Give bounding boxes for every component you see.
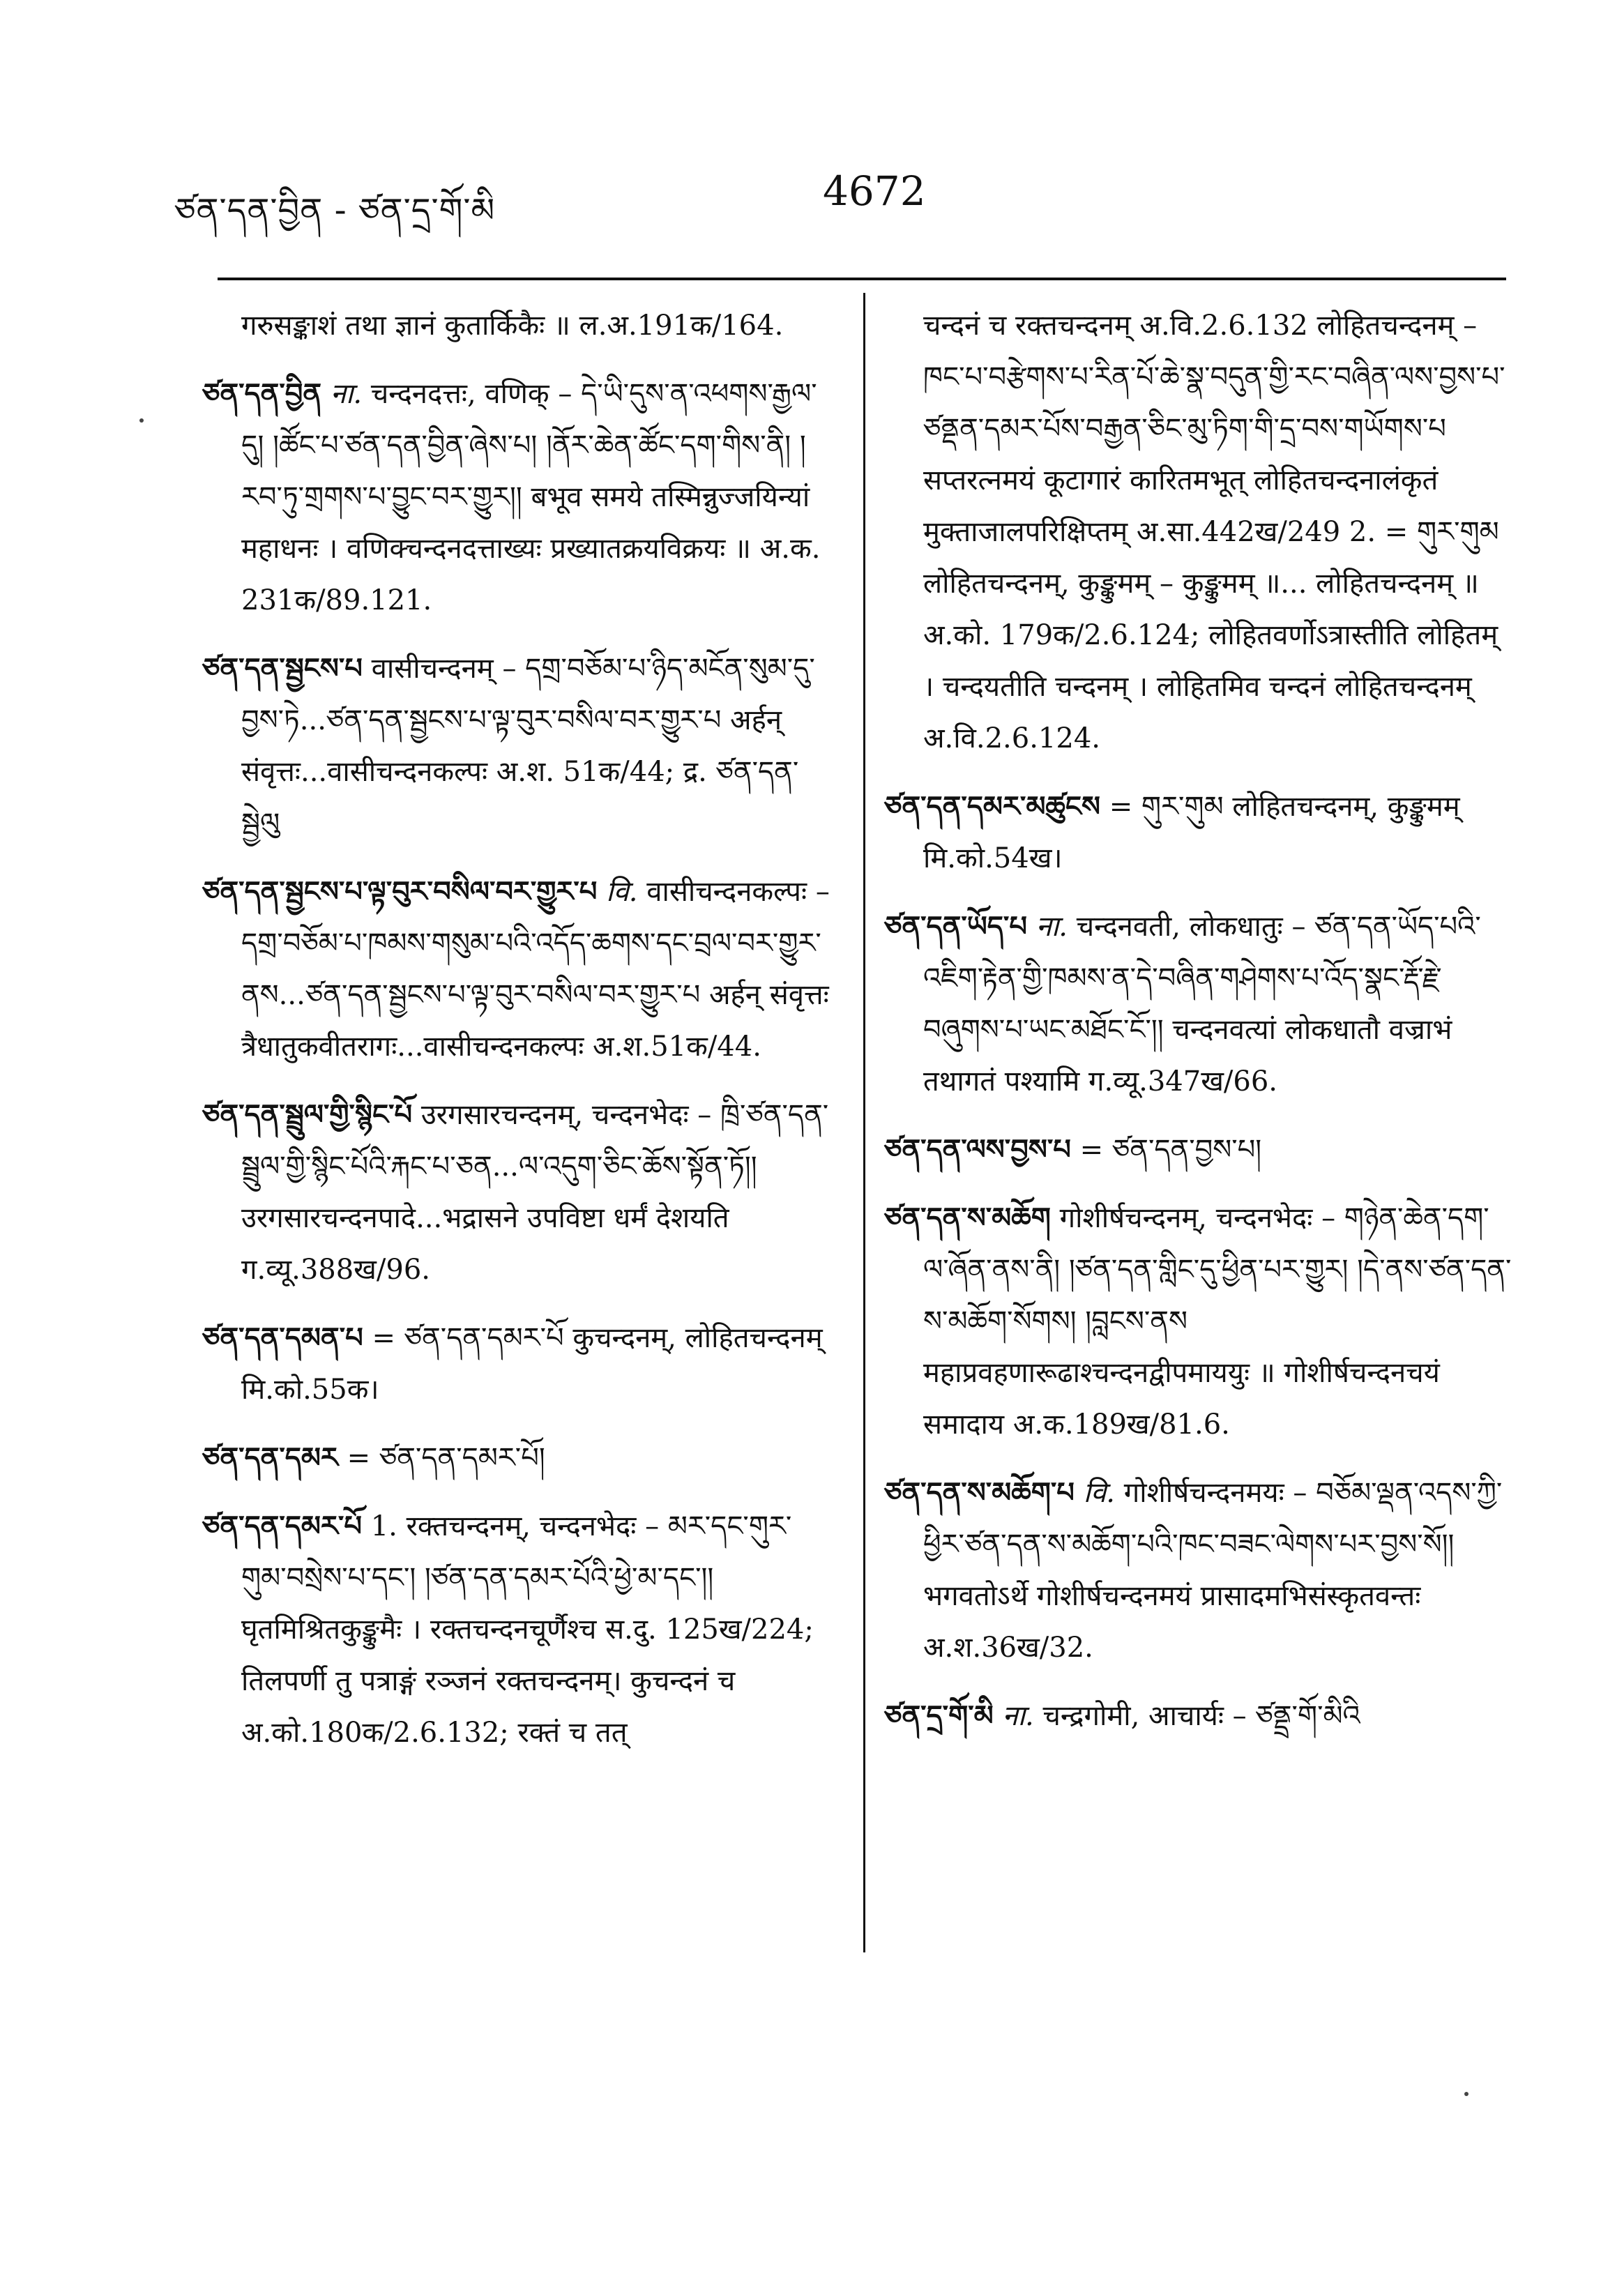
grammar-label: ना. — [1035, 911, 1068, 943]
dictionary-entry — [884, 1192, 1512, 1450]
dictionary-entry — [202, 1312, 830, 1416]
headword: ཙན་དན་བྱིན — [202, 378, 322, 410]
headword: ཙན་དན་ས་མཆོག་པ — [884, 1477, 1075, 1509]
dictionary-entry — [202, 1089, 830, 1296]
continuation-text: चन्दनं च रक्तचन्दनम् अ.वि.2.6.132 लोहितचन्दनम् – ཁང་པ་བརྩེགས་པ་རིན་པོ་ཆེ་སྣ་བདུན་གྱི་རང་བཞིན་ལས་བྱས་པ་ཙནྡན་དམར་པོས་བརྒྱན་ཅིང་མུ་ཏིག་གི་དྲ་བས་གཡོགས་པ सप्तरत्नमयं कूटागारं कारितमभूत् लोहितचन्दनालंकृतं मुक्ताजालपरिक्षिप्तम् अ.सा.442ख/249 2. = གུར་གུམ लोहितचन्दनम्, कुङ्कुमम् – कुङ्कुमम् ॥... लोहितचन्दनम् ॥ अ.को. 179क/2.6.124; लोहितवर्णोऽत्रास्तीति लोहितम् । चन्दयतीति चन्दनम् । लोहितमिव चन्दनं लोहितचन्दनम् अ.वि.2.6.124. — [923, 310, 1505, 754]
scan-speck — [139, 418, 144, 423]
headword: ཙན་དན་དམན་པ — [202, 1322, 363, 1354]
headword: ཙན་དན་དམར་མཚུངས — [884, 791, 1100, 823]
entry-text: वासीचन्दनकल्पः – དགྲ་བཅོམ་པ་ཁམས་གསུམ་པའི་འདོད་ཆགས་དང་བྲལ་བར་གྱུར་ནས...ཙན་དན་སྦྱངས་པ་ལྟ་བུར་བསིལ་བར་གྱུར་པ अर्हन् संवृत्तः त्रैधातुकवीतरागः...वासीचन्दनकल्पः अ.श.51क/44. — [241, 876, 830, 1063]
continuation-text: गरुसङ्काशं तथा ज्ञानं कुतार्किकैः ॥ ल.अ.191क/164. — [241, 310, 784, 342]
entry-text: = ཙན་དན་བྱས་པ། — [1079, 1134, 1262, 1166]
grammar-label: वि. — [606, 876, 638, 908]
running-head: ཙན་དན་བྱིན - ཙན་དྲ་གོ་མི — [174, 191, 496, 230]
grammar-label: ना. — [330, 378, 363, 410]
column-divider — [863, 293, 865, 1952]
dictionary-entry — [884, 781, 1512, 884]
entry-text: = གུར་གུམ लोहितचन्दनम्, कुङ्कुमम् मि.को.54ख। — [923, 791, 1460, 874]
headword: ཙན་དྲ་གོ་མི — [884, 1700, 994, 1732]
headword: ཙན་དན་སྦྱངས་པ — [202, 653, 363, 685]
entry-text: चन्दनदत्तः, वणिक् – དེ་ཡི་དུས་ན་འཕགས་རྒྱལ་དུ། །ཚོང་པ་ཙན་དན་བྱིན་ཞེས་པ། །ནོར་ཆེན་ཚོང་དག་གིས་ནི། །རབ་ཏུ་གྲགས་པ་བྱུང་བར་གྱུར།། बभूव समये तस्मिन्नुज्जयिन्यां महाधनः । वणिक्चन्दनदत्ताख्यः प्रख्यातक्रयविक्रयः ॥ अ.क. 231क/89.121. — [241, 378, 821, 616]
grammar-label: वि. — [1083, 1477, 1115, 1509]
dictionary-entry — [202, 643, 830, 849]
left-column — [202, 300, 830, 1775]
entry-text: चन्दनवती, लोकधातुः – ཙན་དན་ཡོད་པའི་འཇིག་རྟེན་གྱི་ཁམས་ན་དེ་བཞིན་གཤེགས་པ་འོད་སྣང་རྡོ་རྗེ་བཞུགས་པ་ཡང་མཐོང་ངོ་།། चन्दनवत्यां लोकधातौ वज्राभं तथागतं पश्यामि ग.व्यू.347ख/66. — [923, 911, 1481, 1098]
dictionary-entry — [202, 866, 830, 1072]
headword: ཙན་དན་སྦྱངས་པ་ལྟ་བུར་བསིལ་བར་གྱུར་པ — [202, 876, 598, 908]
page-number: 4672 — [823, 167, 926, 215]
scan-speck — [1464, 2092, 1469, 2096]
grammar-label: ना. — [1002, 1700, 1034, 1732]
dictionary-entry — [202, 1501, 830, 1759]
headword: ཙན་དན་སྦྲུལ་གྱི་སྙིང་པོ — [202, 1099, 413, 1131]
entry-text: गोशीर्षचन्दनमयः – བཅོམ་ལྡན་འདས་ཀྱི་ཕྱིར་ཙན་དན་ས་མཆོག་པའི་ཁང་བཟང་ལེགས་པར་བྱས་སོ།། भगवतोऽर्थे गोशीर्षचन्दनमयं प्रासादमभिसंस्कृतवन्तः अ.श.36ख/32. — [923, 1477, 1503, 1664]
headword: ཙན་དན་ས་མཆོག — [884, 1202, 1051, 1234]
entry-text: वासीचन्दनम् – དགྲ་བཅོམ་པ་ཉིད་མངོན་སུམ་དུ་བྱས་ཏེ...ཙན་དན་སྦྱངས་པ་ལྟ་བུར་བསིལ་བར་གྱུར་པ अर्हन् संवृत्तः...वासीचन्दनकल्पः अ.श. 51क/44; द्र. ཙན་དན་སྦྱེལུ — [241, 653, 815, 840]
entry-text: गोशीर्षचन्दनम्, चन्दनभेदः – གཉེན་ཆེན་དག་ལ་ཞོན་ནས་ནི། །ཙན་དན་གླིང་དུ་ཕྱིན་པར་གྱུར། །དེ་ནས་ཙན་དན་ས་མཆོག་སོགས། །བླངས་ནས महाप्रवहणारूढाश्चन्दनद्वीपमाययुः ॥ गोशीर्षचन्दनचयं समादाय अ.क.189ख/81.6. — [923, 1202, 1512, 1441]
headword: ཙན་དན་དམར་པོ — [202, 1510, 362, 1542]
dictionary-entry — [884, 1467, 1512, 1674]
header-rule — [218, 278, 1506, 280]
entry-text: = ཙན་དན་དམར་པོ कुचन्दनम्, लोहितचन्दनम् मि.को.55क। — [241, 1322, 823, 1406]
dictionary-entry — [884, 901, 1512, 1107]
headword: ཙན་དན་དམར — [202, 1442, 338, 1474]
entry-text: = ཙན་དན་དམར་པོ། — [347, 1442, 545, 1474]
dictionary-entry — [884, 1124, 1512, 1176]
dictionary-entry — [202, 1432, 830, 1484]
entry-text: उरगसारचन्दनम्, चन्दनभेदः – ཁྲི་ཙན་དན་སྦྲུལ་གྱི་སྙིང་པོའི་རྐང་པ་ཅན...ལ་འདུག་ཅིང་ཆོས་སྟོན་ཏོ།། उरगसारचन्दनपादे...भद्रासने उपविष्टा धर्मं देशयति ग.व्यू.388ख/96. — [241, 1099, 829, 1286]
right-column — [884, 300, 1512, 1759]
headword: ཙན་དན་ཡོད་པ — [884, 911, 1027, 943]
dictionary-entry — [202, 368, 830, 626]
headword: ཙན་དན་ལས་བྱས་པ — [884, 1134, 1071, 1166]
dictionary-entry — [884, 1690, 1512, 1742]
entry-text: 1. रक्तचन्दनम्, चन्दनभेदः – མར་དང་གུར་གུམ་བསྲེས་པ་དང་། །ཙན་དན་དམར་པོའི་ཕྱེ་མ་དང་།། घृतमिश्रितकुङ्कुमैः । रक्तचन्दनचूर्णैश्च स.दु. 125ख/224; तिलपर्णी तु पत्राङ्गं रञ्जनं रक्तचन्दनम्। कुचन्दनं च अ.को.180क/2.6.132; रक्तं च तत् — [241, 1510, 814, 1749]
entry-text: चन्द्रगोमी, आचार्यः – ཙནྡྲ་གོ་མིའི — [1042, 1700, 1360, 1732]
